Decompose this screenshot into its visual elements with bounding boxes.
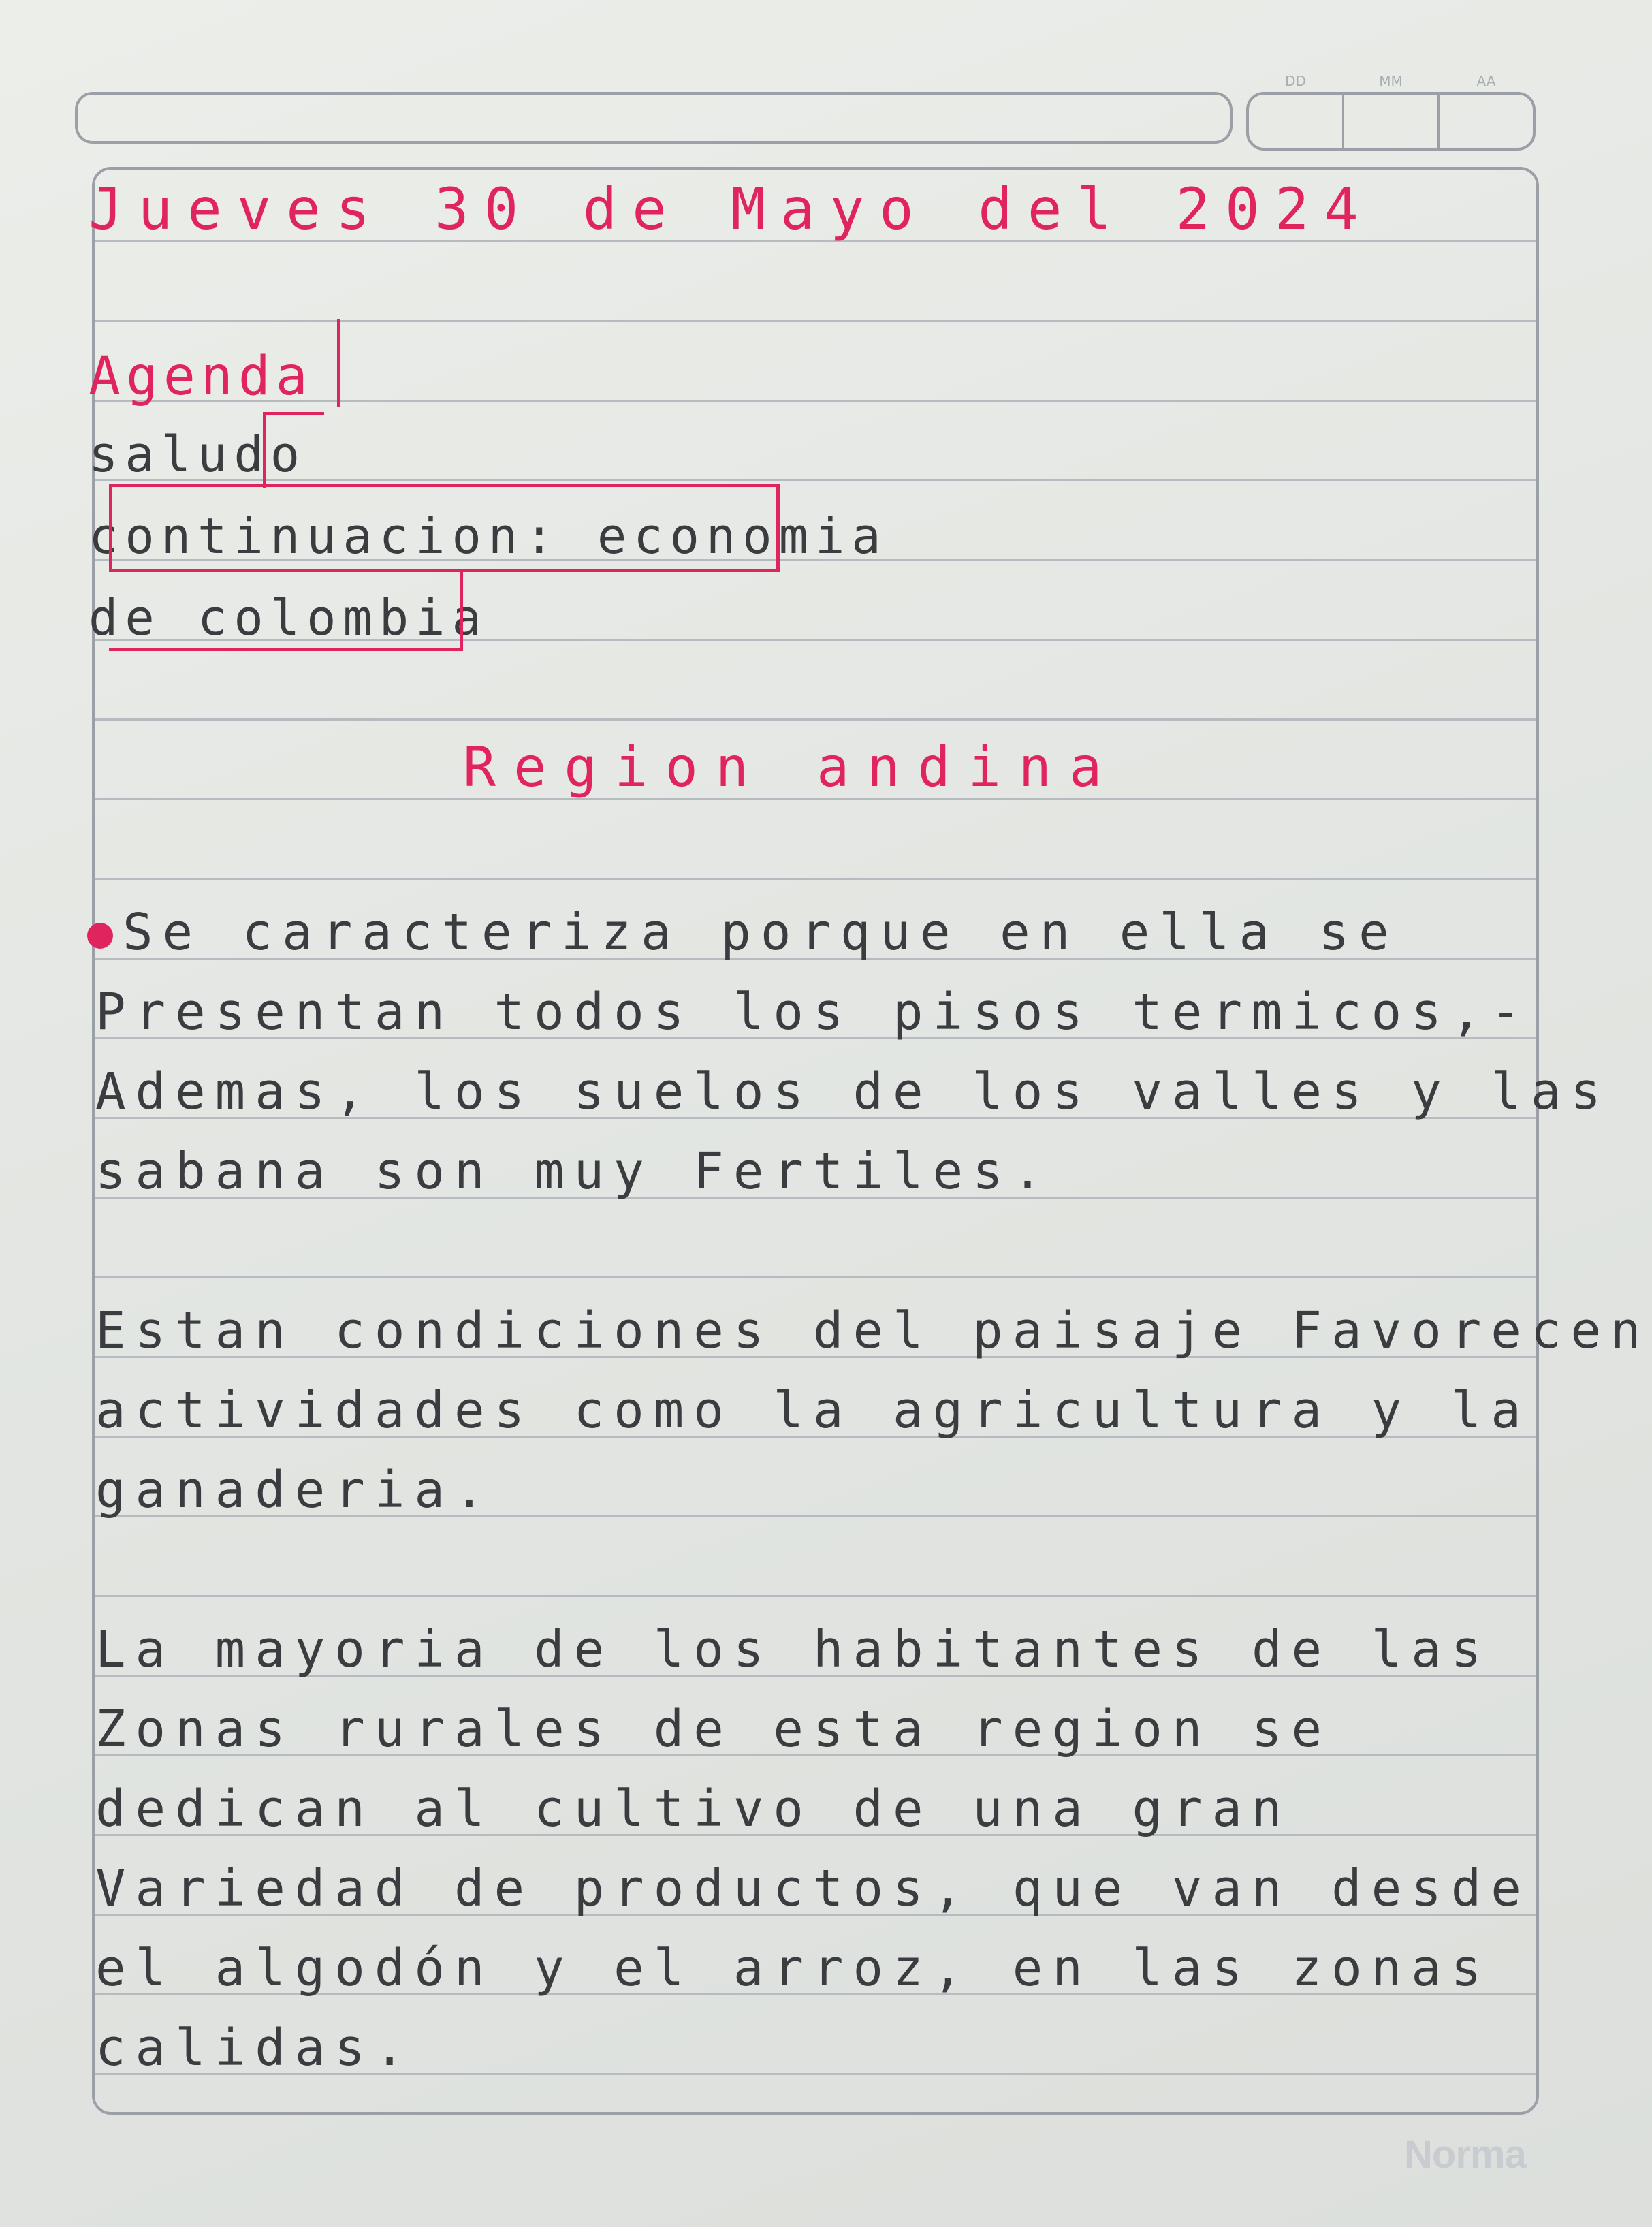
paragraph-line: Presentan todos los pisos termicos,- bbox=[95, 983, 1531, 1041]
date-month-label: MM bbox=[1379, 73, 1403, 89]
bullet-dot bbox=[87, 923, 113, 949]
agenda-title: Agenda bbox=[89, 346, 313, 407]
ruled-line bbox=[95, 1276, 1536, 1278]
agenda-item-saludo: saludo bbox=[89, 426, 307, 483]
agenda-title-bracket bbox=[332, 319, 340, 407]
date-year-label: AA bbox=[1476, 73, 1496, 89]
agenda-item-continuacion: continuacion: economia bbox=[89, 507, 888, 565]
agenda-item-colombia: de colombia bbox=[89, 589, 488, 646]
date-field bbox=[1246, 73, 1536, 151]
date-month-cell bbox=[1344, 73, 1440, 148]
paragraph-line: Estan condiciones del paisaje Favorecen bbox=[95, 1301, 1651, 1360]
paragraph-line: actividades como la agricultura y la bbox=[95, 1381, 1531, 1440]
brand-logo: Norma bbox=[1404, 2132, 1526, 2177]
agenda-item-frame bbox=[109, 484, 780, 572]
paragraph-line: Se caracteriza porque en ella se bbox=[123, 903, 1399, 962]
paragraph-line: sabana son muy Fertiles. bbox=[95, 1142, 1053, 1201]
agenda-item-bracket-bottom bbox=[109, 571, 463, 651]
paragraph-line: Ademas, los suelos de los valles y las bbox=[95, 1062, 1610, 1121]
ruled-line bbox=[95, 1595, 1536, 1597]
date-day-label: DD bbox=[1285, 73, 1306, 89]
ruled-line bbox=[95, 718, 1536, 721]
ruled-line bbox=[95, 878, 1536, 880]
header-field bbox=[75, 92, 1233, 144]
paragraph-line: el algodón y el arroz, en las zonas bbox=[95, 1939, 1491, 1997]
paragraph-line: La mayoria de los habitantes de las bbox=[95, 1620, 1491, 1679]
section-title: Region andina bbox=[463, 736, 1120, 799]
date-heading: Jueves 30 de Mayo del 2024 bbox=[89, 176, 1373, 242]
date-day-cell bbox=[1249, 73, 1344, 148]
paragraph-line: Zonas rurales de esta region se bbox=[95, 1700, 1332, 1758]
date-year-cell bbox=[1440, 73, 1533, 148]
paragraph-line: calidas. bbox=[95, 2019, 415, 2077]
paragraph-line: Variedad de productos, que van desde bbox=[95, 1859, 1531, 1918]
paragraph-line: ganaderia. bbox=[95, 1461, 494, 1519]
agenda-item-bracket bbox=[263, 412, 324, 488]
paragraph-line: dedican al cultivo de una gran bbox=[95, 1780, 1292, 1838]
ruled-line bbox=[95, 320, 1536, 322]
